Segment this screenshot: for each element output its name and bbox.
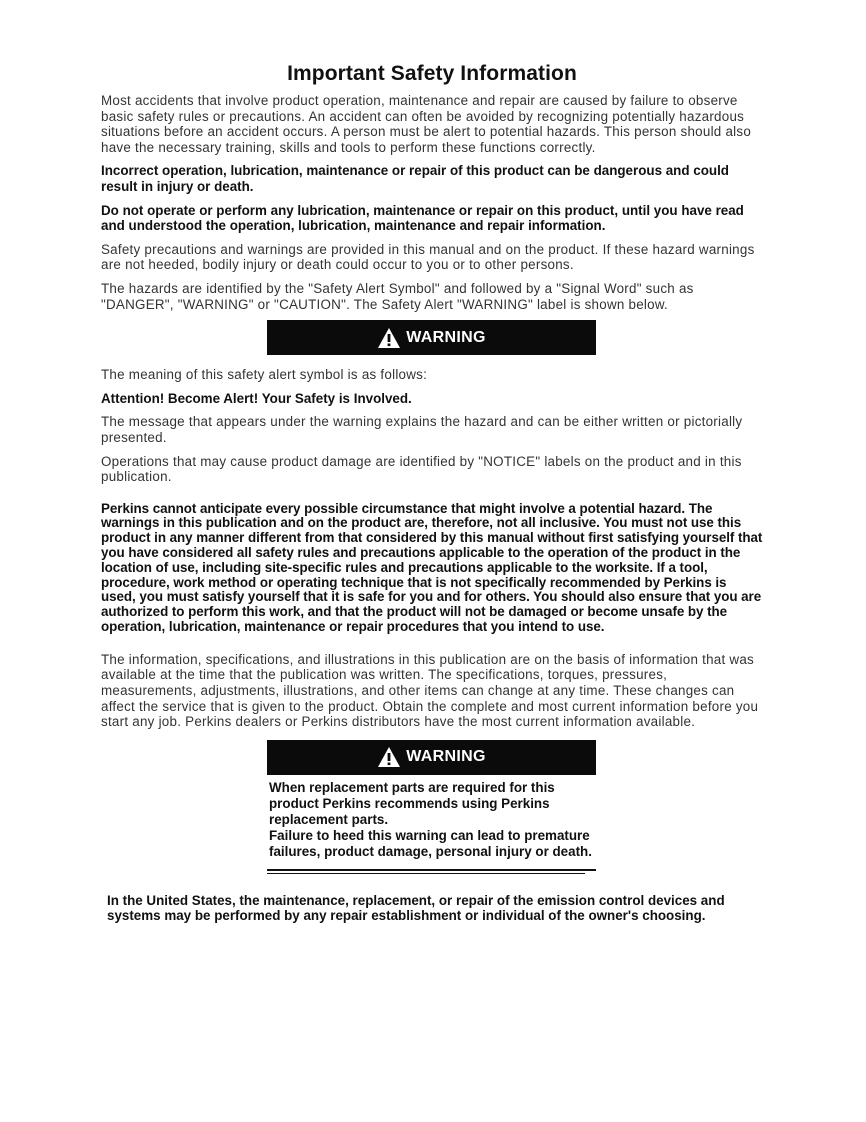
paragraph-information: The information, specifications, and illustrations in this publication are on the basis of information that was available at the time that the publication was written. The specifications, torques, pressures, measurements, adjustments, illustrations, and other items can change at any time. These changes can affect the service that is given to the product. Obtain the complete and most current information before you start any job. Perkins dealers or Perkins distributors have the most current information available. (101, 651, 759, 730)
warning-body (267, 775, 596, 866)
paragraph-notice: Operations that may cause product damage are identified by "NOTICE" labels on the product and in this publication. (101, 453, 742, 485)
paragraph-message: The message that appears under the warning explains the hazard and can be either written or pictorially presented. (101, 414, 743, 445)
paragraph-hazards-identified: The hazards are identified by the "Safety Alert Symbol" and followed by a "Signal Word" such as "DANGER", "WARNING" or "CAUTION". The Safety Alert "WARNING" label is shown below. (101, 280, 694, 312)
warning-header-text: WARNING (406, 748, 486, 766)
paragraph-perkins-disclaimer: Perkins cannot anticipate every possible circumstance that might involve a potential hazard. The warnings in this publication and on the product are, therefore, not all inclusive. You must not use this product in any manner different from that considered by this manual without first satisfying yourself that you have considered all safety rules and precautions applicable to the operation of the product in the location of use, including site-specific rules and precautions applicable to the worksite. If a tool, procedure, work method or operating technique that is not specifically recommended by Perkins is used, you must satisfy yourself that it is safe for you and for others. You should also ensure that you are authorized to perform this work, and that the product will not be damaged or become unsafe by the operation, lubrication, maintenance or repair procedures that you intend to use. (101, 500, 763, 635)
warning-failure-to-heed: Failure to heed this warning can lead to premature failures, product damage, personal injury or death. (269, 827, 592, 859)
page-title: Important Safety Information (287, 62, 577, 85)
replacement-parts-warning (267, 740, 596, 874)
safety-alert-icon (377, 327, 401, 349)
paragraph-safety-precautions: Safety precautions and warnings are provided in this manual and on the product. If these hazard warnings are not heeded, bodily injury or death could occur to you or to other persons. (101, 241, 755, 273)
warning-label-example (267, 320, 596, 355)
paragraph-accidents: Most accidents that involve product operation, maintenance and repair are caused by failure to observe basic safety rules or precautions. An accident can often be avoided by recognizing potentially hazardous situations before an accident occurs. A person must be alert to potential hazards. This person should also have the necessary training, skills and tools to perform these functions correctly. (101, 93, 752, 155)
warning-header (267, 740, 596, 775)
safety-alert-icon (377, 746, 401, 768)
warning-label-text: WARNING (406, 328, 486, 346)
paragraph-incorrect-operation: Incorrect operation, lubrication, maintenance or repair of this product can be dangerous and could result in injury or death. (101, 163, 729, 194)
warning-bottom-rule (267, 869, 596, 871)
paragraph-do-not-operate: Do not operate or perform any lubrication, maintenance or repair on this product, until you have read and understood the operation, lubrication, maintenance and repair information. (101, 202, 744, 234)
document-page (101, 62, 763, 924)
paragraph-meaning: The meaning of this safety alert symbol is as follows: (101, 367, 428, 383)
paragraph-attention: Attention! Become Alert! Your Safety is Involved. (101, 390, 412, 406)
emission-control-note: In the United States, the maintenance, replacement, or repair of the emission control devices and systems may be performed by any repair establishment or individual of the owner's choosing. (107, 892, 725, 924)
warning-bottom-rule-thin (267, 873, 585, 874)
warning-replacement-parts: When replacement parts are required for this product Perkins recommends using Perkins replacement parts. (269, 779, 555, 827)
